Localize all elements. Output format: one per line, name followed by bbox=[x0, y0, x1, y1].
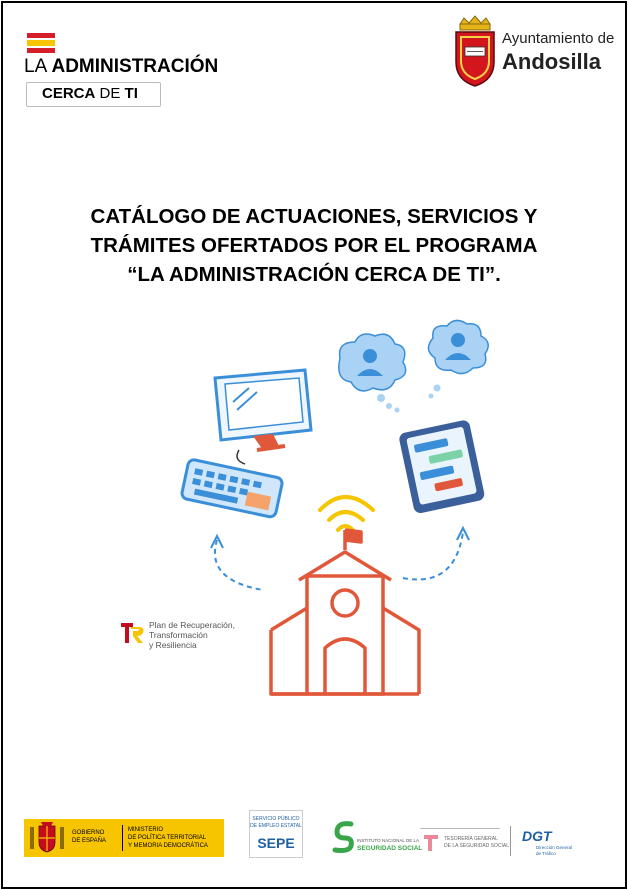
dgt-big: DGT bbox=[522, 828, 552, 844]
gob-a2: DE ESPAÑA bbox=[72, 838, 106, 844]
logo-de: DE bbox=[99, 85, 121, 102]
gob-b2: DE POLÍTICA TERRITORIAL bbox=[128, 835, 207, 841]
chat-cloud-icon bbox=[339, 334, 406, 413]
plan-line1: Plan de Recuperación, bbox=[149, 620, 236, 630]
ss-big: SEGURIDAD SOCIAL bbox=[357, 845, 423, 852]
dgt-small1: Dirección General bbox=[536, 845, 573, 850]
logo-la: LA bbox=[24, 56, 47, 77]
tgss-line2: DE LA SEGURIDAD SOCIAL bbox=[444, 843, 510, 849]
coat-of-arms-icon bbox=[452, 14, 498, 88]
sepe-big: SEPE bbox=[257, 835, 295, 851]
tr-logo-icon bbox=[119, 619, 147, 647]
keyboard-icon bbox=[181, 459, 283, 518]
gobierno-logo bbox=[24, 819, 224, 857]
title-line3: “LA ADMINISTRACIÓN CERCA DE TI”. bbox=[127, 263, 501, 286]
town-hall-icon bbox=[271, 530, 419, 694]
dgt-small2: de Tráfico bbox=[536, 851, 556, 856]
gob-a1: GOBIERNO bbox=[72, 830, 105, 836]
sepe-small2: DE EMPLEO ESTATAL bbox=[250, 823, 302, 829]
title-line1: CATÁLOGO DE ACTUACIONES, SERVICIOS Y bbox=[90, 205, 538, 228]
tablet-icon bbox=[398, 419, 485, 514]
municipality-logo bbox=[452, 14, 617, 94]
municipality-line2: Andosilla bbox=[502, 49, 602, 74]
ss-small: INSTITUTO NACIONAL DE LA bbox=[357, 838, 420, 843]
ss-symbol-icon bbox=[331, 820, 355, 854]
seguridad-social-logo bbox=[331, 818, 423, 858]
programme-logo bbox=[22, 30, 237, 110]
recovery-plan-logo bbox=[119, 617, 244, 651]
plan-line3: y Resiliencia bbox=[149, 640, 197, 650]
municipality-line1: Ayuntamiento de bbox=[502, 30, 615, 47]
user-cloud-icon bbox=[428, 320, 488, 398]
arrow-right-icon bbox=[403, 532, 463, 580]
gob-divider bbox=[122, 825, 123, 851]
title-line2: TRÁMITES OFERTADOS POR EL PROGRAMA bbox=[90, 234, 538, 257]
dgt-divider bbox=[510, 826, 511, 856]
logo-administracion: ADMINISTRACIÓN bbox=[51, 56, 219, 77]
tgss-top-line bbox=[420, 828, 500, 829]
wifi-icon bbox=[320, 497, 373, 530]
spain-shield-icon bbox=[29, 822, 65, 854]
tgss-logo bbox=[420, 828, 510, 858]
tgss-line1: TESORERÍA GENERAL bbox=[444, 836, 498, 842]
logo-line2 bbox=[42, 85, 138, 102]
monitor-icon bbox=[215, 370, 311, 464]
gob-b1: MINISTERIO bbox=[128, 827, 164, 833]
plan-line2: Transformación bbox=[149, 630, 208, 640]
gob-b3: Y MEMORIA DEMOCRÁTICA bbox=[128, 843, 208, 849]
sepe-small1: SERVICIO PÚBLICO bbox=[252, 816, 300, 822]
logo-ti: TI bbox=[124, 85, 138, 102]
flag-stripes-icon bbox=[27, 33, 55, 53]
tgss-symbol-icon bbox=[422, 833, 440, 853]
dgt-logo bbox=[510, 826, 572, 860]
sepe-logo bbox=[249, 810, 303, 858]
logo-line1 bbox=[24, 56, 218, 78]
logo-cerca: CERCA bbox=[42, 85, 96, 102]
